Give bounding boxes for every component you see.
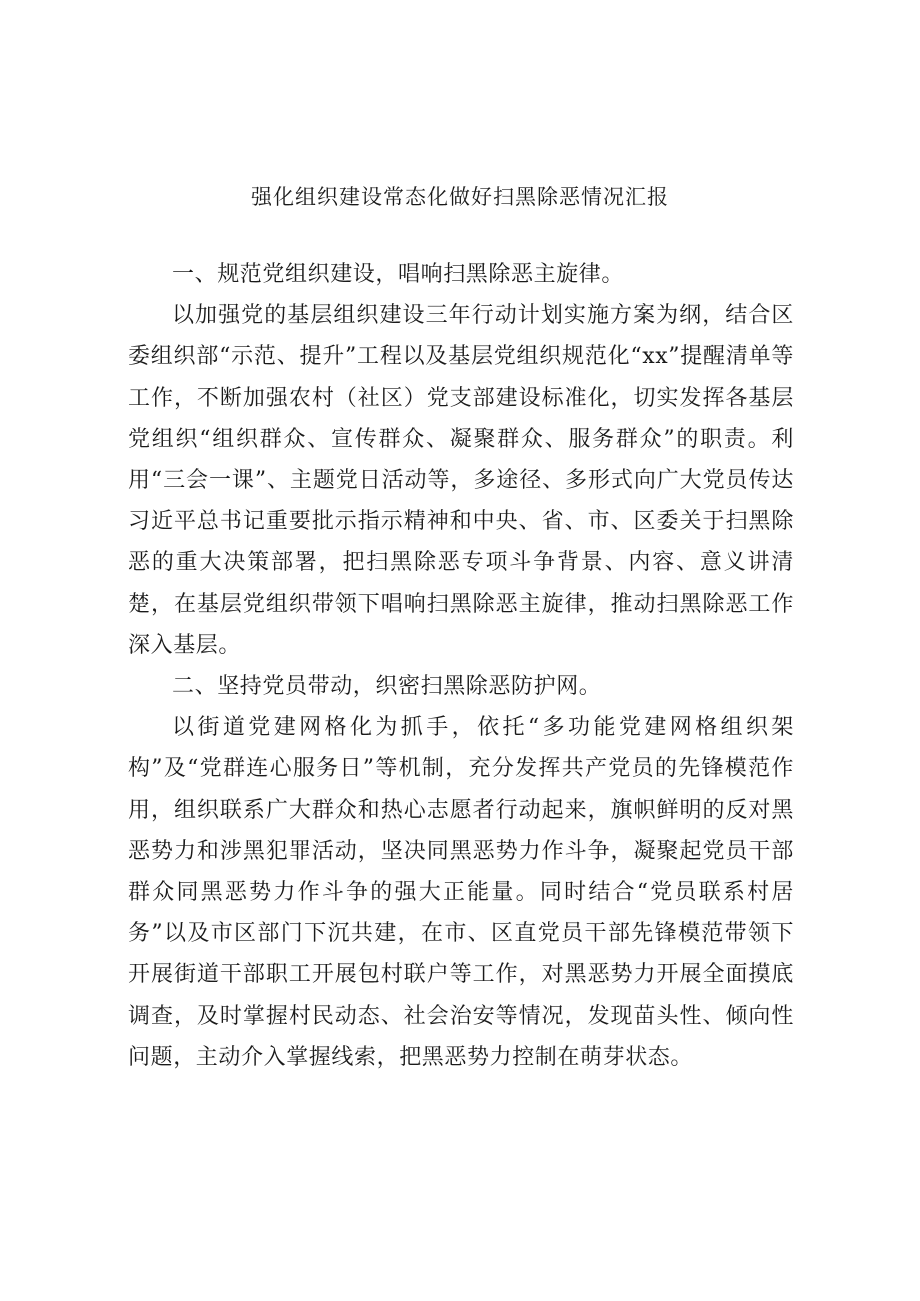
section-2-heading: 二、坚持党员带动，织密扫黑除恶防护网。 <box>172 674 602 700</box>
document-title: 强化组织建设常态化做好扫黑除恶情况汇报 <box>251 185 669 209</box>
section-1-heading: 一、规范党组织建设，唱响扫黑除恶主旋律。 <box>172 262 625 287</box>
section-1-paragraph: 以加强党的基层组织建设三年行动计划实施方案为纲，结合区委组织部“示范、提升”工程以及基层党组织规范化“xx”提醒清单等工作，不断加强农村（社区）党支部建设标准化，切实发挥各基层党组织“组织群众、宣传群众、凝聚群众、服务群众”的职责。利用“三会一课”、主题党日活动等，多途径、多形式向广大党员传达习近平总书记重要批示指示精神和中央、省、市、区委关于扫黑除恶的重大决策部署，把扫黑除恶专项斗争背景、内容、意义讲清楚，在基层党组织带领下唱响扫黑除恶主旋律，推动扫黑除恶工作深入基层。 <box>128 303 794 658</box>
document-body <box>128 254 794 1078</box>
section-2-paragraph: 以街道党建网格化为抓手，依托“多功能党建网格组织架构”及“党群连心服务日”等机制，充分发挥共产党员的先锋模范作用，组织联系广大群众和热心志愿者行动起来，旗帜鲜明的反对黑恶势力和涉黑犯罪活动，坚决同黑恶势力作斗争，凝聚起党员干部群众同黑恶势力作斗争的强大正能量。同时结合“党员联系村居务”以及市区部门下沉共建，在市、区直党员干部先锋模范带领下开展街道干部职工开展包村联户等工作，对黑恶势力开展全面摸底调查，及时掌握村民动态、社会治安等情况，发现苗头性、倾向性问题，主动介入掌握线索，把黑恶势力控制在萌芽状态。 <box>128 715 794 1070</box>
